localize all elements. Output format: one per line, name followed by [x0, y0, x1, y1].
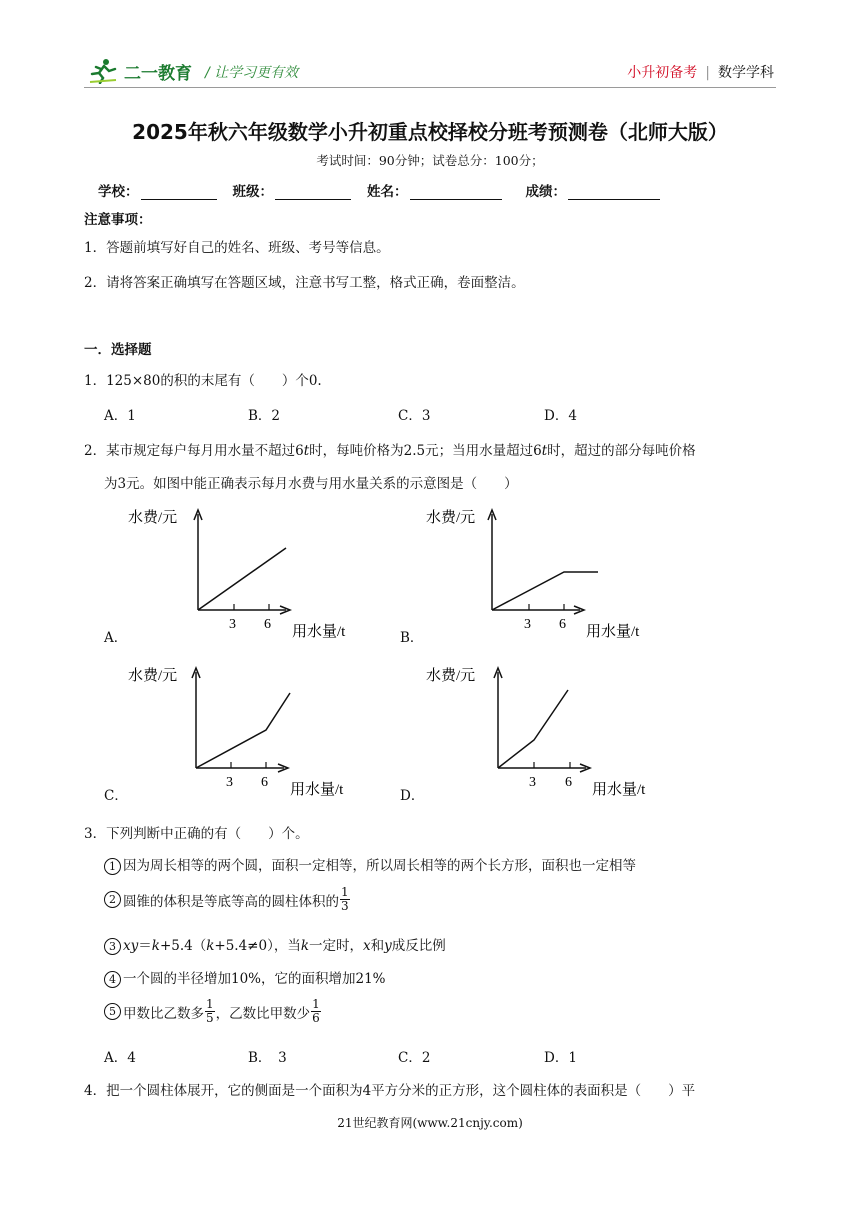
y-axis-label: 水费/元	[426, 668, 476, 684]
student-info-fields	[98, 180, 676, 200]
svg-text:3: 3	[529, 775, 536, 790]
graph-c[interactable]	[118, 660, 378, 800]
svg-text:3: 3	[524, 617, 531, 632]
exam-info: 考试时间：90分钟；试卷总分：100分；	[316, 153, 544, 168]
q2-option-a[interactable]: A．	[104, 630, 128, 646]
question-2-stem-line2: 为3元。如图中能正确表示每月水费与用水量关系的示意图是（ ）	[104, 476, 518, 492]
statement-4: 4 一个圆的半径增加10%，它的面积增加21%	[104, 967, 386, 988]
q3-option-c[interactable]: C．2	[398, 1050, 431, 1066]
subject-label: 数学学科	[718, 65, 774, 81]
q3-option-b[interactable]: B． 3	[248, 1050, 287, 1066]
brand-logo	[88, 58, 192, 84]
svg-text:6: 6	[559, 617, 566, 632]
graph-d-line	[498, 690, 568, 768]
school-field[interactable]: 学校：	[98, 180, 217, 200]
question-2-stem: 2．某市规定每户每月用水量不超过6t时，每吨价格为2.5元；当用水量超过6t时，超过的部分每吨价格	[84, 443, 696, 459]
svg-text:3: 3	[226, 775, 233, 790]
notice-item: 2．请将答案正确填写在答题区域，注意书写工整，格式正确，卷面整洁。	[84, 275, 525, 291]
score-field[interactable]: 成绩：	[526, 180, 661, 200]
x-axis-label: 用水量/t	[290, 782, 344, 798]
svg-text:6: 6	[565, 775, 572, 790]
q1-option-b[interactable]: B．2	[248, 408, 281, 424]
y-axis-label: 水费/元	[426, 510, 476, 526]
x-axis-label: 用水量/t	[592, 782, 646, 798]
q2-option-d[interactable]: D．	[400, 788, 425, 804]
svg-text:6: 6	[264, 617, 271, 632]
q1-option-d[interactable]: D．4	[544, 408, 577, 424]
header-right: 小升初备考 | 数学学科	[627, 65, 774, 81]
notice-heading: 注意事项：	[84, 212, 152, 228]
category-label: 小升初备考	[627, 65, 698, 81]
graph-b-line	[492, 572, 598, 610]
svg-text:6: 6	[261, 775, 268, 790]
q2-option-c[interactable]: C．	[104, 788, 128, 804]
question-1-stem: 1．125×80的积的末尾有（ ）个0.	[84, 373, 322, 389]
header-divider	[84, 87, 776, 88]
slogan: / 让学习更有效	[205, 65, 299, 81]
x-axis-label: 用水量/t	[586, 624, 640, 640]
q3-option-d[interactable]: D．1	[544, 1050, 577, 1066]
question-4-stem: 4．把一个圆柱体展开，它的侧面是一个面积为4平方分米的正方形，这个圆柱体的表面积是（ ）平	[84, 1083, 696, 1099]
q1-option-c[interactable]: C．3	[398, 408, 431, 424]
page-title: 2025年秋六年级数学小升初重点校择校分班考预测卷（北师大版）	[132, 120, 728, 144]
svg-text:3: 3	[229, 617, 236, 632]
graph-b[interactable]	[414, 502, 674, 642]
class-field[interactable]: 班级：	[233, 180, 352, 200]
running-person-icon	[88, 58, 118, 84]
brand-name: 二一教育	[124, 63, 192, 84]
graph-c-line	[196, 693, 290, 768]
statement-2: 2 圆锥的体积是等底等高的圆柱体积的 $\frac{1}{3}$	[104, 886, 351, 913]
y-axis-label: 水费/元	[128, 668, 178, 684]
statement-3: 3 xy＝k+5.4（k+5.4≠0），当k一定时，x和y成反比例	[104, 934, 446, 955]
q2-option-b[interactable]: B．	[400, 630, 424, 646]
q3-option-a[interactable]: A．4	[104, 1050, 136, 1066]
footer-source: 21世纪教育网(www.21cnjy.com)	[337, 1116, 523, 1130]
statement-1: 1 因为周长相等的两个圆，面积一定相等，所以周长相等的两个长方形，面积也一定相等	[104, 854, 636, 875]
y-axis-label: 水费/元	[128, 510, 178, 526]
graph-a-line	[198, 548, 286, 610]
section-heading: 一．选择题	[84, 342, 152, 358]
q1-option-a[interactable]: A．1	[104, 408, 136, 424]
x-axis-label: 用水量/t	[292, 624, 346, 640]
name-field[interactable]: 姓名：	[367, 180, 502, 200]
graph-a[interactable]	[120, 502, 380, 642]
statement-5: 5 甲数比乙数多 $\frac{1}{5}$ ，乙数比甲数少 $\frac{1}{6}$	[104, 998, 322, 1025]
notice-item: 1．答题前填写好自己的姓名、班级、考号等信息。	[84, 240, 390, 256]
question-3-stem: 3．下列判断中正确的有（ ）个。	[84, 826, 309, 842]
graph-d[interactable]	[416, 660, 676, 800]
